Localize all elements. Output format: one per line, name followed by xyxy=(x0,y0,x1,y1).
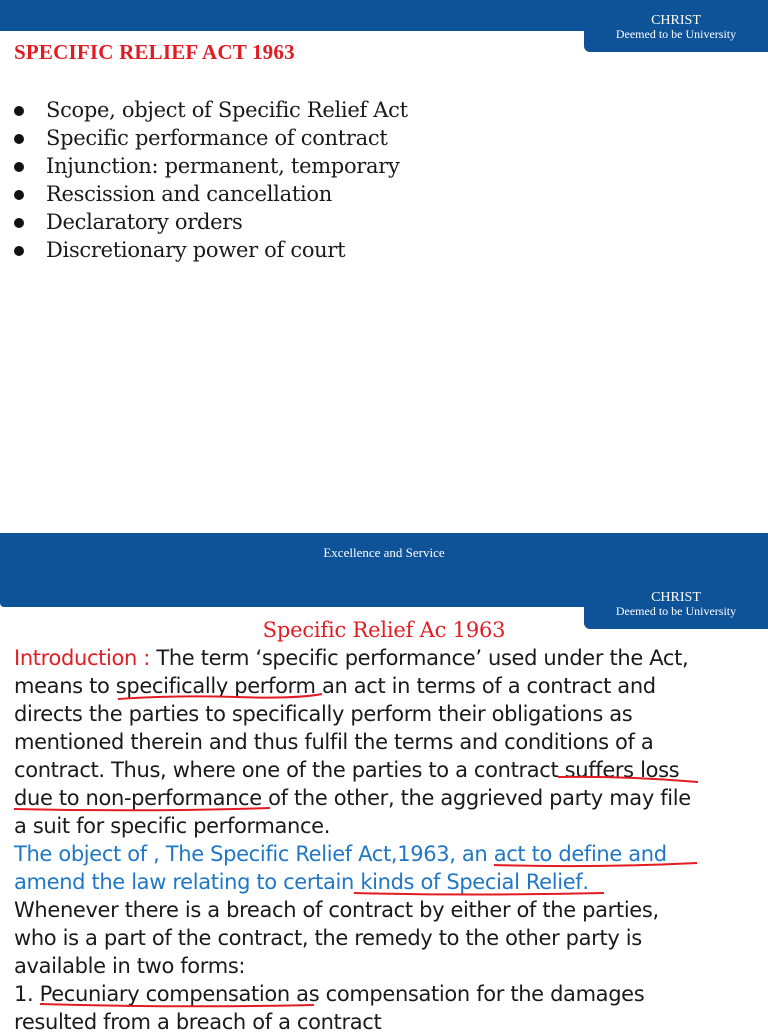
brand-name: CHRIST xyxy=(651,13,701,28)
list-item: Specific performance of contract xyxy=(14,124,408,152)
bullet-icon xyxy=(14,190,24,200)
list-item: Scope, object of Specific Relief Act xyxy=(14,96,408,124)
bullet-icon xyxy=(14,106,24,116)
underline-mark xyxy=(558,776,700,786)
intro-label: Introduction : xyxy=(14,646,157,670)
text-line: amend the law relating to certain kinds of Special Relief . xyxy=(14,868,764,896)
text-line: who is a part of the contract, the remedy to the other party is xyxy=(14,926,642,950)
text-line: Introduction : The term ‘specific performance’ used under the Act, xyxy=(14,646,689,670)
list-item: Declaratory orders xyxy=(14,208,408,236)
bullet-icon xyxy=(14,246,24,256)
text-line: directs the parties to specifically perform their obligations as xyxy=(14,702,633,726)
university-badge-top xyxy=(584,14,768,52)
brand-subtitle: Deemed to be University xyxy=(615,27,737,41)
text-line: a suit for specific performance. xyxy=(14,814,331,838)
text-line: means to specifically perform an act in terms of a contract and xyxy=(14,672,764,700)
list-item: Injunction: permanent, temporary xyxy=(14,152,408,180)
text-line: available in two forms: xyxy=(14,954,246,978)
underlined-phrase: Pecuniary compensation xyxy=(40,982,290,1006)
underlined-phrase: act to define and xyxy=(494,842,667,866)
bullet-icon xyxy=(14,218,24,228)
slide2-body xyxy=(14,644,764,1036)
underlined-phrase: specifically perform xyxy=(116,674,316,698)
underline-mark xyxy=(14,806,272,814)
text-line: contract. Thus, where one of the parties to a contract suffers loss xyxy=(14,756,764,784)
text-line: due to non-performanc e of the other, the aggrieved party may file xyxy=(14,784,764,812)
slide1-title: SPECIFIC RELIEF ACT 1963 xyxy=(14,40,295,64)
underline-mark xyxy=(354,890,606,898)
text-line: Whenever there is a breach of contract by either of the parties, xyxy=(14,898,659,922)
underline-mark xyxy=(116,694,324,702)
underlined-phrase: due to non-performanc xyxy=(14,786,249,810)
bullet-icon xyxy=(14,162,24,172)
brand-name: CHRIST xyxy=(651,590,701,605)
brand-subtitle: Deemed to be University xyxy=(615,604,737,618)
underlined-phrase: kinds of Special Relief xyxy=(354,870,582,894)
slide2-title: Specific Relief Ac 1963 xyxy=(262,618,506,642)
underline-mark xyxy=(40,1002,316,1010)
underline-mark xyxy=(494,862,699,870)
list-item: Discretionary power of court xyxy=(14,236,408,264)
text-line: The object of , The Specific Relief Act,1963, an act to define and xyxy=(14,840,764,868)
text-line: 1. Pecuniary compensation as compensation for the damages xyxy=(14,980,764,1008)
text-line: mentioned therein and thus fulfil the terms and conditions of a xyxy=(14,730,654,754)
topic-list xyxy=(14,96,408,264)
tagline: Excellence and Service xyxy=(323,545,445,560)
list-item: Rescission and cancellation xyxy=(14,180,408,208)
bullet-icon xyxy=(14,134,24,144)
text-line: resulted from a breach of a contract xyxy=(14,1010,382,1034)
underlined-phrase: suffers loss xyxy=(558,758,679,782)
